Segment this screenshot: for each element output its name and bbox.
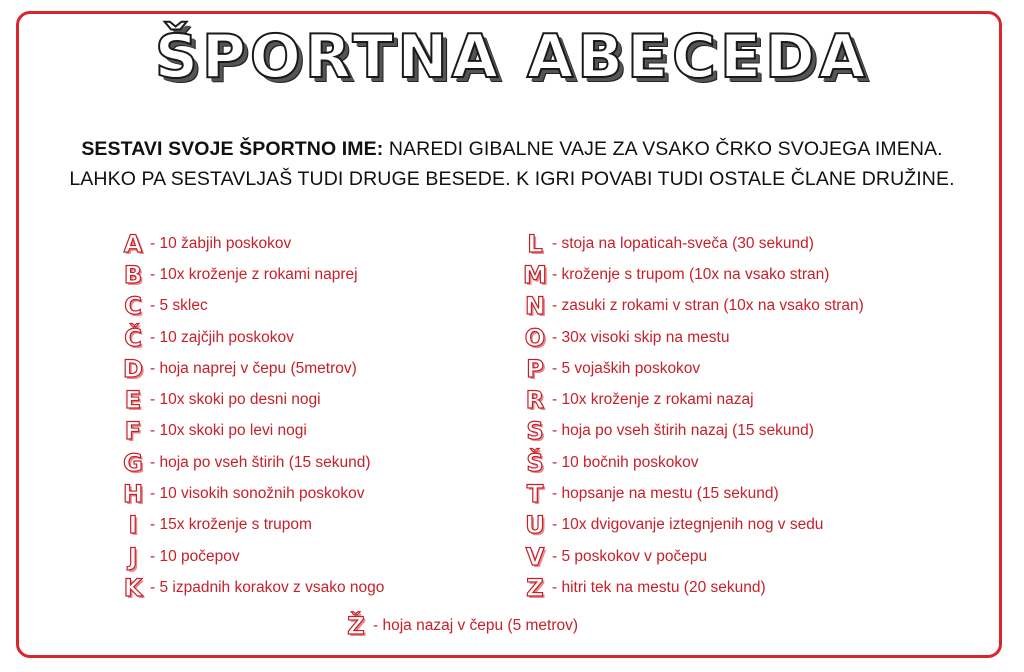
exercise-item [522,384,864,415]
exercise-item [120,228,384,259]
letter-badge: Ž [347,611,365,640]
letter-badge: O [524,323,546,352]
letter-badge: R [525,386,545,415]
exercise-item [120,291,384,322]
instruction-line-2: LAHKO PA SESTAVLJAŠ TUDI DRUGE BESEDE. K IGRI POVABI TUDI OSTALE ČLANE DRUŽINE. [69,168,955,190]
exercise-item [120,384,384,415]
exercise-text: - 10x kroženje z rokami nazaj [552,391,754,409]
exercise-item [522,322,864,353]
exercise-item [120,541,384,572]
letter-badge: G [123,448,143,477]
exercise-item [120,572,384,603]
letter-badge: L [527,229,543,258]
letter-badge: S [526,417,544,446]
letter-badge: V [525,542,545,571]
letter-badge: C [124,292,142,321]
instructions [0,134,1024,194]
exercise-text: - 10 zajčjih poskokov [150,328,294,346]
exercise-item [522,228,864,259]
exercise-text: - 30x visoki skip na mestu [552,328,730,346]
exercise-text: - hitri tek na mestu (20 sekund) [552,578,766,596]
exercise-item [522,541,864,572]
exercise-item [522,259,864,290]
letter-badge: B [123,260,143,289]
exercise-text: - 10 žabjih poskokov [150,234,292,252]
exercise-item [120,510,384,541]
exercise-text: - zasuki z rokami v stran (10x na vsako stran) [552,297,864,315]
letter-badge: U [525,511,545,540]
exercise-text: - 10 počepov [150,547,240,565]
exercise-text: - 10 bočnih poskokov [552,453,699,471]
exercise-item [522,510,864,541]
exercise-text: - 10 visokih sonožnih poskokov [150,485,365,503]
instruction-line-1 [0,134,1024,164]
exercise-text: - hoja nazaj v čepu (5 metrov) [373,616,579,634]
exercise-item [522,291,864,322]
letter-badge: J [128,542,138,571]
exercise-item [120,416,384,447]
exercise-item [522,478,864,509]
letter-badge: M [523,260,547,289]
exercise-text: - 5 sklec [150,297,208,315]
exercise-text: - 10x skoki po desni nogi [150,391,321,409]
exercise-item [522,572,864,603]
letter-badge: N [524,292,546,321]
exercise-item [522,353,864,384]
letter-badge: E [124,386,142,415]
bottom-item-container [343,610,578,641]
letter-badge: Č [124,323,142,352]
letter-badge: A [123,229,143,258]
instruction-bold: SESTAVI SVOJE ŠPORTNO IME: [81,138,384,160]
letter-badge: F [124,417,142,446]
letter-badge: D [123,354,143,383]
exercise-item [343,610,578,641]
exercise-text: - hoja po vseh štirih (15 sekund) [150,453,371,471]
letter-badge: K [123,573,143,602]
exercise-text: - 10x dvigovanje iztegnjenih nog v sedu [552,516,824,534]
letter-badge: I [128,511,138,540]
letter-badge: T [526,480,544,509]
exercise-text: - 10x kroženje z rokami naprej [150,265,358,283]
left-column [120,228,384,604]
exercise-text: - 15x kroženje s trupom [150,516,312,534]
instruction-line-1-rest: NAREDI GIBALNE VAJE ZA VSAKO ČRKO SVOJEGA IMENA. [383,138,943,160]
exercise-text: - 5 izpadnih korakov z vsako nogo [150,578,385,596]
exercise-text: - stoja na lopaticah-sveča (30 sekund) [552,234,814,252]
exercise-text: - hoja po vseh štirih nazaj (15 sekund) [552,422,814,440]
page-title: ŠPORTNA ABECEDA [154,22,870,92]
exercise-item [120,322,384,353]
exercise-text: - 5 poskokov v počepu [552,547,708,565]
exercise-item [120,447,384,478]
exercise-text: - 10x skoki po levi nogi [150,422,307,440]
exercise-text: - hopsanje na mestu (15 sekund) [552,485,779,503]
letter-badge: Z [526,573,544,602]
right-column [522,228,864,604]
exercise-item [522,416,864,447]
exercise-text: - hoja naprej v čepu (5metrov) [150,359,357,377]
letter-badge: Š [526,448,544,477]
exercise-item [522,447,864,478]
exercise-item [120,259,384,290]
exercise-item [120,353,384,384]
exercise-text: - kroženje s trupom (10x na vsako stran) [552,265,830,283]
letter-badge: H [122,480,144,509]
exercise-text: - 5 vojaških poskokov [552,359,701,377]
exercise-item [120,478,384,509]
letter-badge: P [526,354,544,383]
